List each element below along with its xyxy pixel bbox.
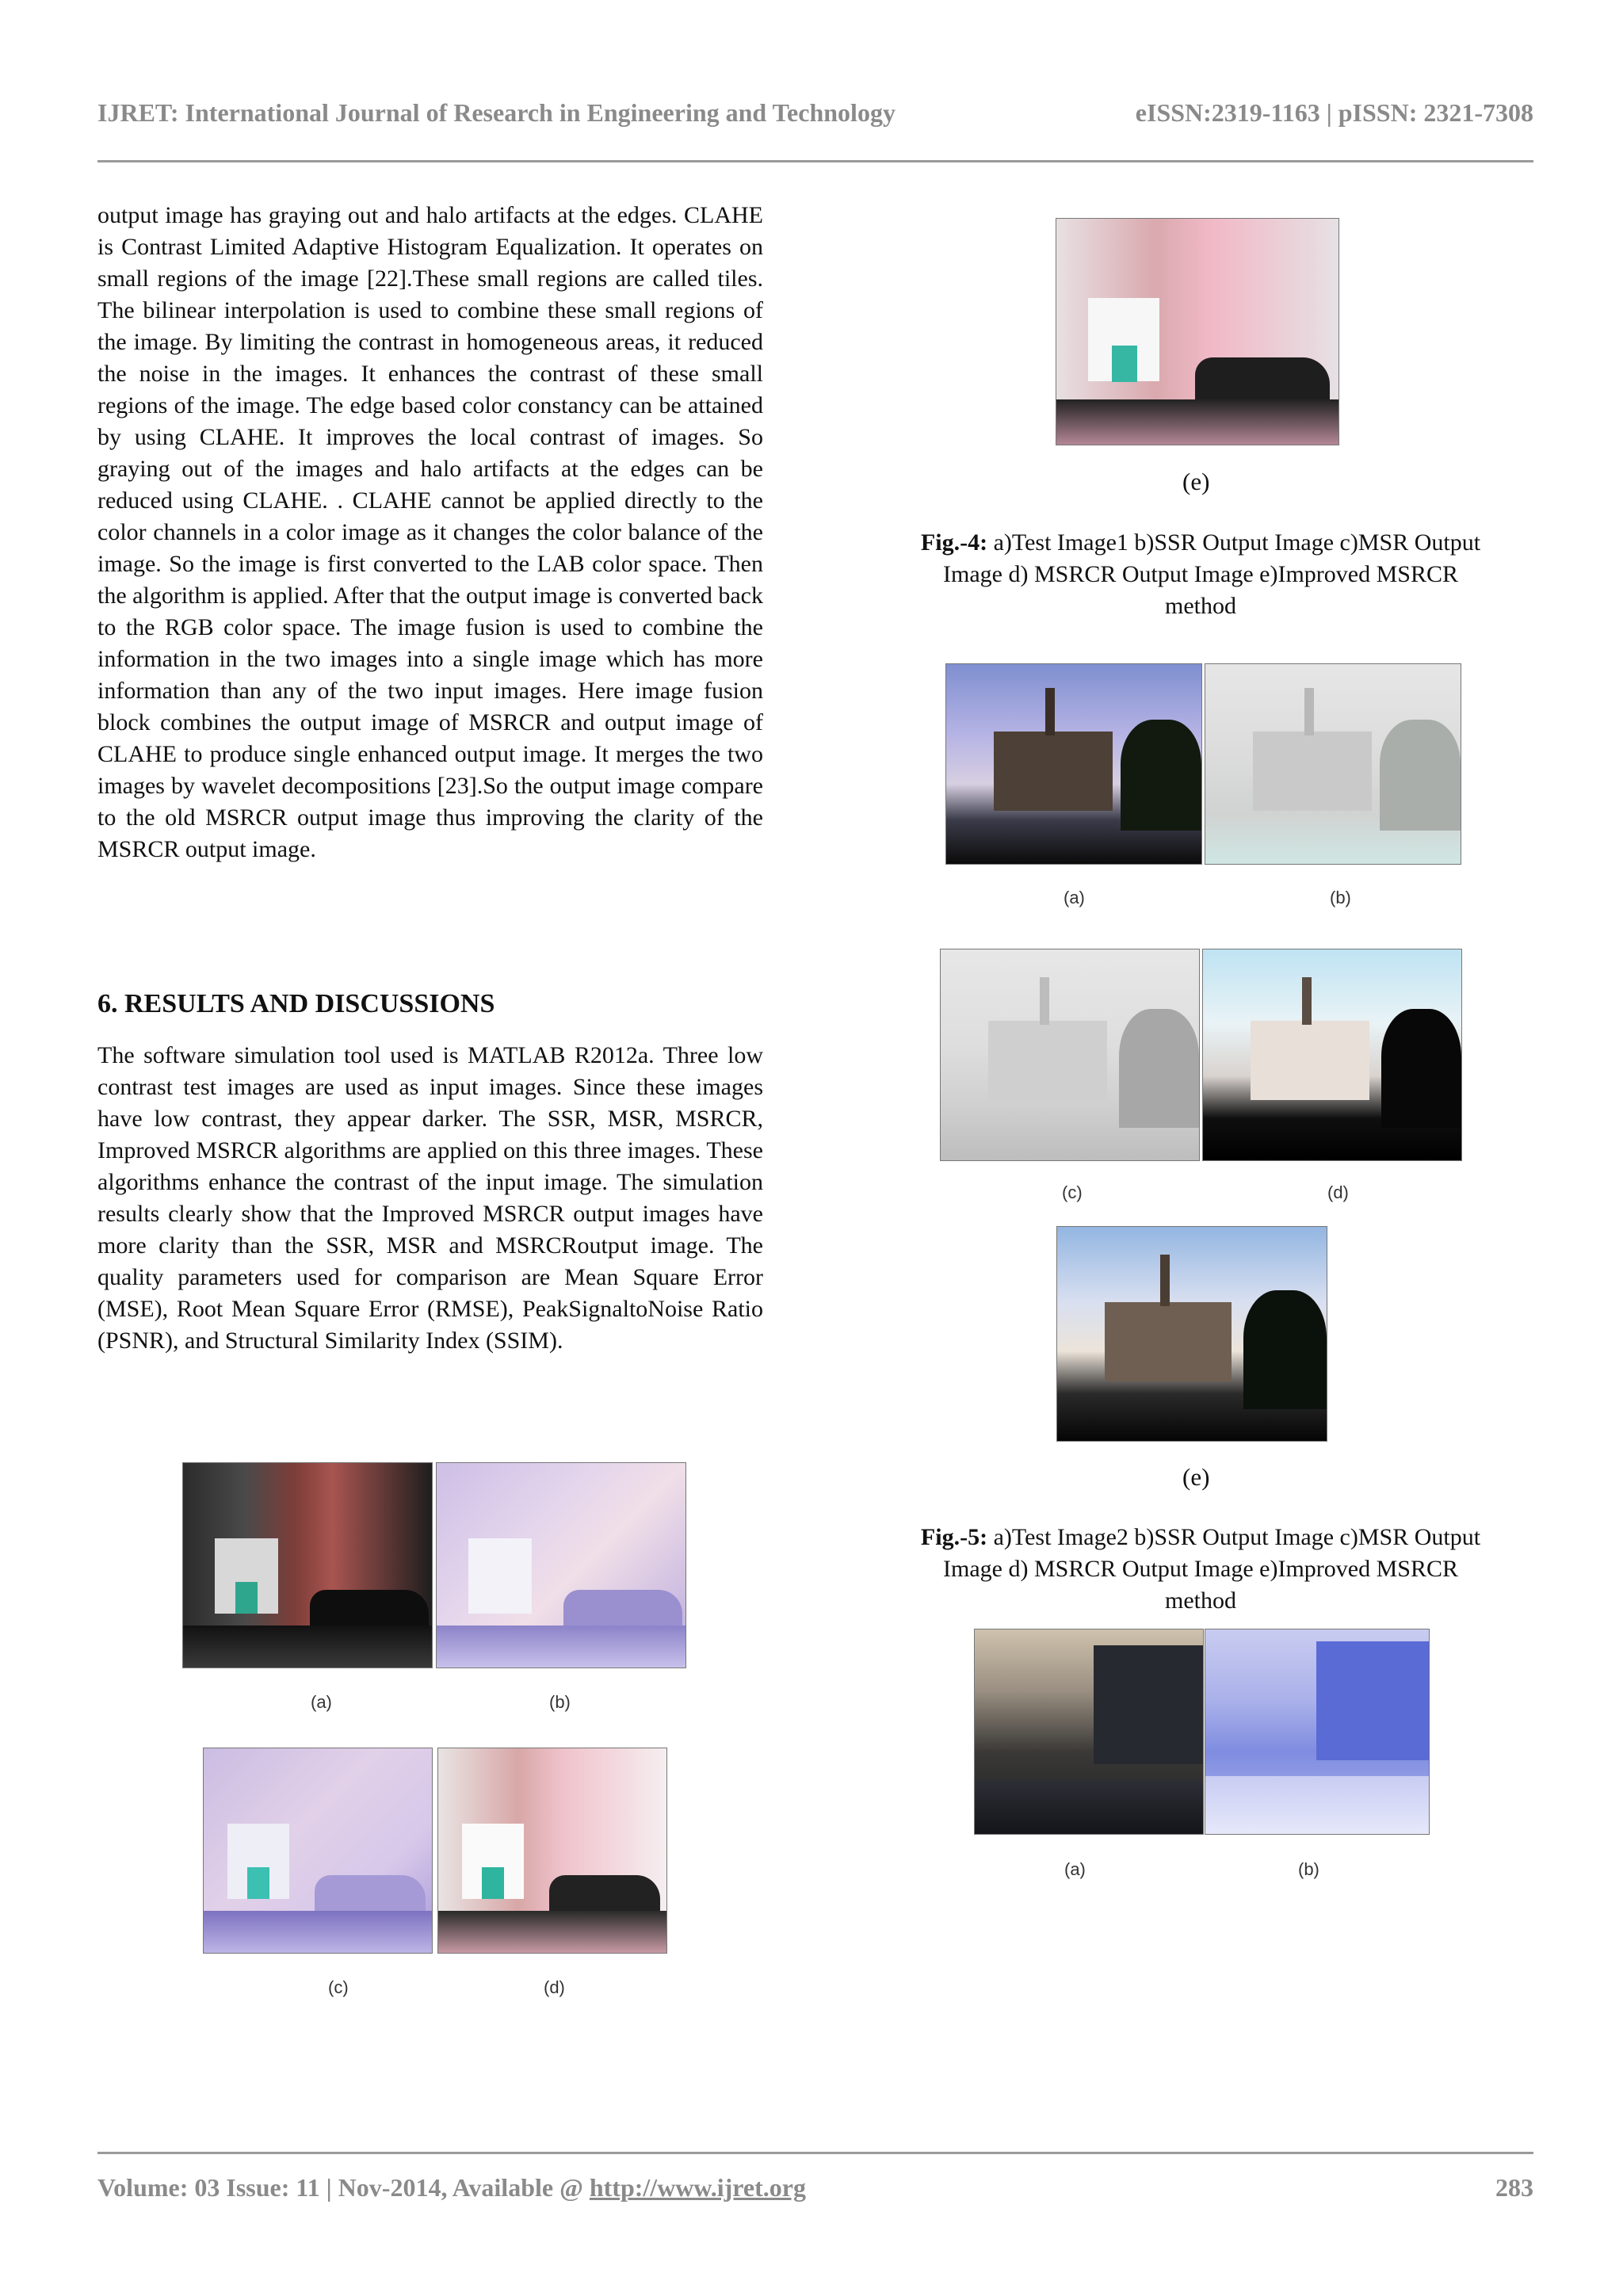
fig6-label-a: (a)	[1064, 1859, 1086, 1879]
cathedral-shape	[1253, 732, 1372, 811]
cathedral-shape	[994, 732, 1113, 811]
fig4-caption-e: (e)	[1182, 468, 1210, 495]
fig5-label-d: (d)	[1327, 1182, 1349, 1202]
cathedral-shape	[1251, 1021, 1369, 1100]
building-shape	[468, 1538, 532, 1614]
footer-rule	[97, 2152, 1533, 2154]
door-shape	[235, 1582, 258, 1614]
trees-shape	[1119, 1009, 1199, 1128]
issn-info: eISSN:2319-1163 | pISSN: 2321-7308	[1135, 98, 1533, 127]
reflection-shape	[438, 1911, 666, 1953]
footer-volume	[97, 2173, 806, 2202]
reflection-shape	[1056, 399, 1338, 445]
spire-shape	[1045, 688, 1055, 735]
building-shape	[1316, 1641, 1429, 1760]
spire-shape	[1040, 977, 1049, 1025]
trees-shape	[1121, 720, 1201, 831]
fig5-label-b: (b)	[1330, 888, 1351, 907]
cathedral-shape	[988, 1021, 1107, 1100]
fig5-caption	[864, 1522, 1537, 1617]
fig4-caption	[864, 527, 1537, 622]
fig6-image-b	[1205, 1629, 1430, 1835]
trees-shape	[1243, 1290, 1327, 1409]
door-shape	[1112, 346, 1137, 382]
fig4-label-b: (b)	[549, 1692, 571, 1712]
trees-shape	[1380, 720, 1461, 831]
fig5-caption-line3: method	[1165, 1587, 1236, 1614]
header-rule	[97, 160, 1533, 162]
reflection-shape	[437, 1626, 685, 1668]
rails-shape	[975, 1780, 1203, 1834]
fig4-label-d: (d)	[544, 1977, 565, 1997]
spire-shape	[1160, 1255, 1170, 1306]
running-footer	[97, 2173, 1533, 2208]
building-shape	[1094, 1645, 1203, 1764]
fig4-image-c	[203, 1748, 433, 1954]
fig5-label-c: (c)	[1062, 1182, 1083, 1202]
spire-shape	[1302, 977, 1312, 1025]
cathedral-shape	[1105, 1302, 1232, 1381]
fig5-image-e	[1056, 1226, 1327, 1442]
fig4-caption-line1: a)Test Image1 b)SSR Output Image c)MSR Output	[993, 529, 1481, 556]
fig6-label-b: (b)	[1298, 1859, 1319, 1879]
fig4-label-a: (a)	[311, 1692, 332, 1712]
fig4-image-d	[437, 1748, 667, 1954]
left-column	[97, 200, 763, 865]
journal-name: IJRET: International Journal of Research in Engineering and Technology	[97, 98, 896, 127]
running-header	[97, 98, 1533, 133]
body-paragraph-1: output image has graying out and halo artifacts at the edges. CLAHE is Contrast Limited Adaptive Histogram Equalization. It operates on small regions of the image [22].These small regions are called tiles. The bilinear interpolation is used to combine these small regions of the image. By limiting the contrast in homogeneous areas, it reduced the noise in the images. It enhances the contrast of these small regions of the image. The edge based color constancy can be attained by using CLAHE. It improves the local contrast of images. So graying out of the images and halo artifacts at the edges can be reduced using CLAHE. . CLAHE cannot be applied directly to the color channels in a color image as it changes the color balance of the image. So the image is first converted to the LAB color space. Then the algorithm is applied. After that the output image is converted back to the RGB color space. The image fusion is used to combine the information in the two images into a single image which has more information than any of the two input images. Here image fusion block combines the output image of MSRCR and output image of CLAHE to produce single enhanced output image. It merges the two images by wavelet decompositions [23].So the output image compare to the old MSRCR output image thus improving the clarity of the MSRCR output image.	[97, 202, 763, 862]
fig5-image-b	[1205, 663, 1461, 865]
fig5-image-d	[1202, 949, 1462, 1161]
section-title: 6. RESULTS AND DISCUSSIONS	[97, 989, 495, 1018]
reflection-shape	[183, 1626, 432, 1668]
fig4-label-c: (c)	[328, 1977, 349, 1997]
page-number: 283	[1495, 2173, 1533, 2202]
fig4-label: Fig.-4:	[920, 529, 988, 556]
fig5-caption-e: (e)	[1182, 1463, 1210, 1491]
footer-volume-text: Volume: 03 Issue: 11 | Nov-2014, Available @	[97, 2173, 590, 2202]
fig5-label-a: (a)	[1064, 888, 1085, 907]
fig6-image-a	[974, 1629, 1204, 1835]
body-paragraph-2: The software simulation tool used is MATLAB R2012a. Three low contrast test images are used as input images. Since these images have low contrast, they appear darker. The SSR, MSR, MSRCR, Improved MSRCR algorithms are applied on this three images. These algorithms enhance the contrast of the input image. The simulation results clearly show that the Improved MSRCR output images have more clarity than the SSR, MSR and MSRCRoutput image. The quality parameters used for comparison are Mean Square Error (MSE), Root Mean Square Error (RMSE), PeakSignaltoNoise Ratio (PSNR), and Structural Similarity Index (SSIM).	[97, 1042, 763, 1354]
fig4-image-a	[182, 1462, 433, 1668]
fig4-caption-line3: method	[1165, 593, 1236, 619]
fig5-caption-line1: a)Test Image2 b)SSR Output Image c)MSR Output	[993, 1524, 1481, 1550]
spire-shape	[1304, 688, 1314, 735]
journal-link[interactable]: http://www.ijret.org	[589, 2173, 806, 2202]
fig4-image-e	[1056, 218, 1339, 445]
fig4-image-b	[436, 1462, 686, 1668]
fig5-label: Fig.-5:	[920, 1524, 988, 1550]
fig5-image-a	[945, 663, 1202, 865]
trees-shape	[1381, 1009, 1461, 1128]
fig4-caption-line2: Image d) MSRCR Output Image e)Improved MSRCR	[943, 561, 1458, 587]
reflection-shape	[204, 1911, 432, 1953]
fig5-image-c	[940, 949, 1200, 1161]
door-shape	[247, 1867, 269, 1899]
platform-shape	[1205, 1776, 1429, 1834]
door-shape	[482, 1867, 504, 1899]
fig5-caption-line2: Image d) MSRCR Output Image e)Improved MSRCR	[943, 1556, 1458, 1582]
